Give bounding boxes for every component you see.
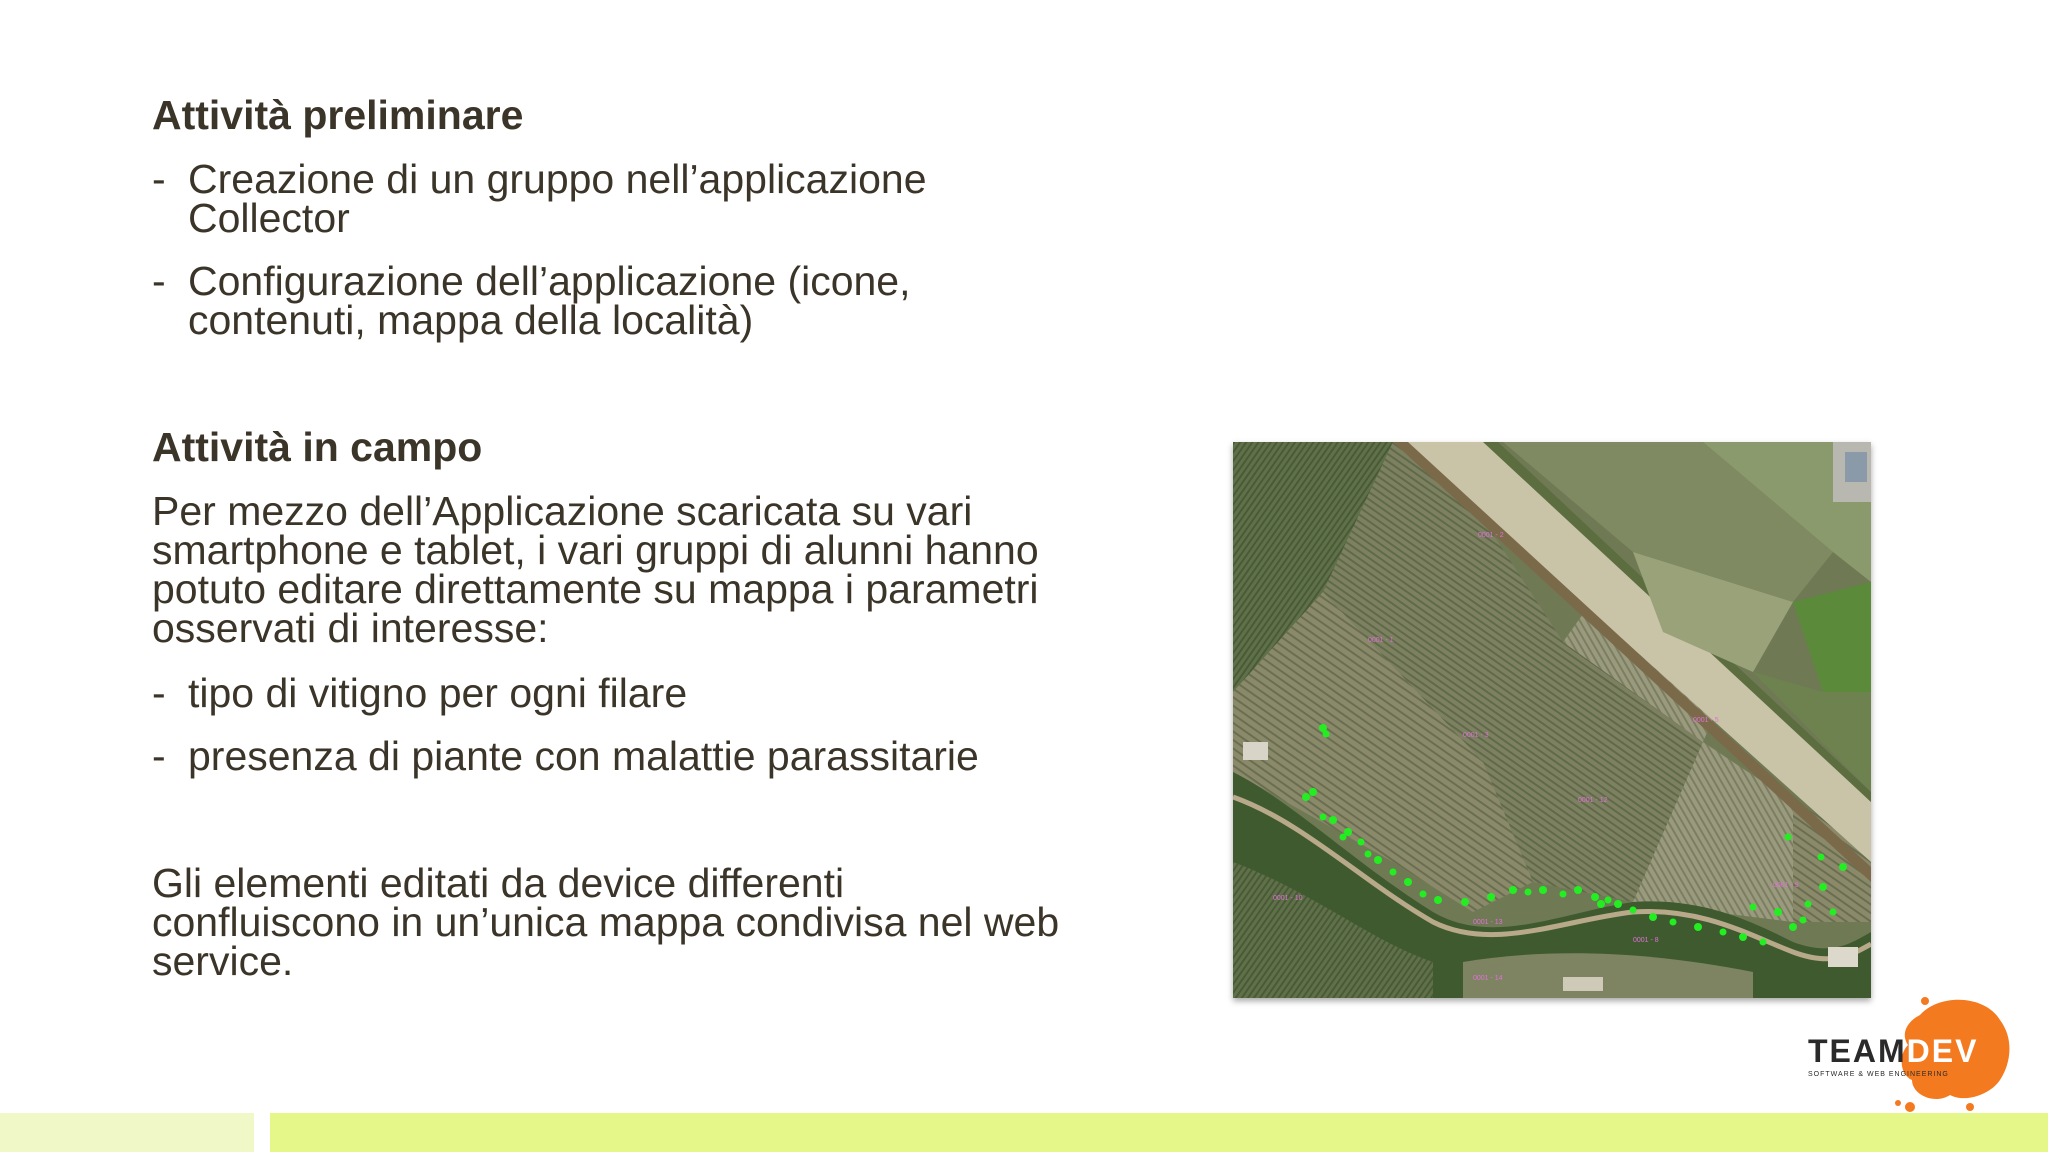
paragraph-line: service. — [152, 938, 294, 984]
bullet-text-line: tipo di vitigno per ogni filare — [188, 670, 688, 716]
heading-field-activity: Attività in campo — [152, 424, 483, 470]
bullet-dash: - — [152, 156, 166, 202]
map-parcel-label: 0001 - 14 — [1473, 975, 1503, 982]
map-parcel-label: 0001 - 10 — [1273, 895, 1303, 902]
heading-preliminary: Attività preliminare — [152, 92, 524, 138]
bullet-create-group — [152, 156, 1088, 241]
satellite-vineyard-map — [1233, 442, 1871, 998]
bullet-configure-app — [152, 258, 1088, 343]
paragraph-line: confluiscono in un’unica mappa condivisa nel web — [152, 899, 1060, 945]
map-parcel-label: 0001 - 13 — [1473, 919, 1503, 926]
paragraph-app-usage — [152, 488, 1152, 651]
logo-tagline: SOFTWARE & WEB ENGINEERING — [1808, 1071, 1949, 1078]
bullet-text-line: contenuti, mappa della località) — [188, 297, 754, 343]
footer-bar-light — [0, 1113, 254, 1152]
satellite-map-graphic — [1233, 442, 1871, 998]
map-parcel-label: 0001 - 1 — [1368, 637, 1394, 644]
map-parcel-label: 0001 - 2 — [1478, 532, 1504, 539]
bullet-text-line: presenza di piante con malattie parassitarie — [188, 733, 979, 779]
map-parcel-label: 0001 - 8 — [1633, 937, 1659, 944]
teamdev-logo — [1800, 995, 2020, 1115]
bullet-text-line: Creazione di un gruppo nell’applicazione — [188, 156, 927, 202]
paragraph-line: Per mezzo dell’Applicazione scaricata su vari — [152, 488, 973, 534]
bullet-dash: - — [152, 670, 166, 716]
bullet-dash: - — [152, 733, 166, 779]
bullet-dash: - — [152, 258, 166, 304]
map-parcel-label: 0001 - 5 — [1693, 717, 1719, 724]
bullet-text-line: Configurazione dell’applicazione (icone, — [188, 258, 911, 304]
paragraph-line: osservati di interesse: — [152, 605, 549, 651]
footer-bar-accent — [270, 1113, 2048, 1152]
bullet-text-line: Collector — [188, 195, 350, 241]
paragraph-shared-map — [152, 860, 1152, 984]
bullet-parasitic-diseases — [152, 733, 1088, 779]
map-parcel-label: 0001 - 12 — [1578, 797, 1608, 804]
paragraph-line: potuto editare direttamente su mappa i parametri — [152, 566, 1039, 612]
logo-wordmark — [1808, 1033, 1978, 1070]
logo-dev: DEV — [1906, 1033, 1979, 1069]
logo-team: TEAM — [1808, 1033, 1907, 1069]
map-parcel-label: 0001 - 9 — [1773, 882, 1799, 889]
paragraph-line: smartphone e tablet, i vari gruppi di alunni hanno — [152, 527, 1039, 573]
paragraph-line: Gli elementi editati da device differenti — [152, 860, 845, 906]
bullet-grape-variety — [152, 670, 1088, 716]
map-parcel-label: 0001 - 3 — [1463, 732, 1489, 739]
